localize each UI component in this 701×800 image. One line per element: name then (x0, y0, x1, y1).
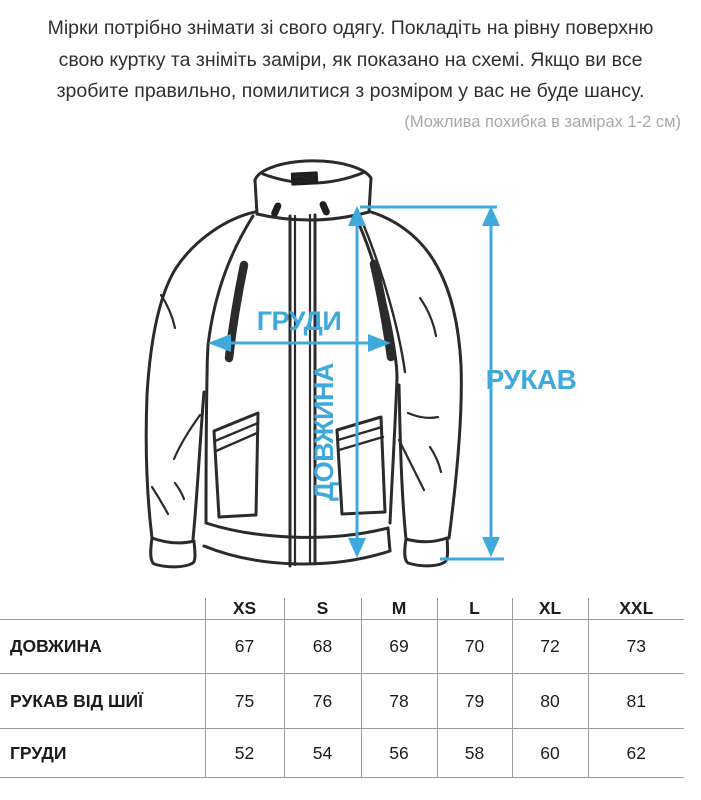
left-cuff (151, 538, 195, 567)
right-sleeve-wrinkle (408, 413, 438, 418)
left-body-edge (206, 378, 207, 523)
left-pocket (214, 413, 258, 517)
size-value-cell: 67 (205, 620, 284, 674)
size-value-cell: 72 (512, 620, 588, 674)
size-value-cell: 79 (437, 674, 512, 729)
table-corner-cell (0, 598, 205, 620)
table-row-sleeve (0, 674, 684, 729)
row-label-length: ДОВЖИНА (0, 620, 205, 674)
hem-band-top (206, 523, 388, 537)
left-sleeve-wrinkle (152, 487, 168, 514)
size-table-section (0, 598, 684, 778)
instruction-line: свою куртку та зніміть заміри, як показано на схемі. Якщо ви все (58, 48, 643, 71)
jacket-measurement-diagram (0, 148, 701, 603)
size-value-cell: 80 (512, 674, 588, 729)
size-value-cell: 60 (512, 729, 588, 778)
size-value-cell: 54 (284, 729, 361, 778)
length-label: ДОВЖИНА (309, 362, 339, 502)
row-label-sleeve: РУКАВ ВІД ШИЇ (0, 674, 205, 729)
chest-arrowhead-left (208, 334, 231, 352)
size-column-header-m: M (361, 598, 437, 620)
snap-right (318, 200, 330, 217)
length-arrowhead-bottom (348, 538, 366, 558)
left-sleeve-inner (193, 392, 204, 539)
size-column-header-xxl: XXL (588, 598, 684, 620)
size-column-header-l: L (437, 598, 512, 620)
size-value-cell: 62 (588, 729, 684, 778)
hem-band-bottom (204, 546, 390, 564)
right-body-edge (390, 378, 397, 523)
sleeve-arrowhead-bottom (482, 537, 500, 557)
right-sleeve-inner (399, 385, 406, 539)
size-column-header-xs: XS (205, 598, 284, 620)
size-value-cell: 78 (361, 674, 437, 729)
left-pocket-flap (216, 433, 257, 451)
size-value-cell: 68 (284, 620, 361, 674)
instruction-line: Мірки потрібно знімати зі свого одягу. Покладіть на рівну поверхню (47, 17, 654, 39)
size-value-cell: 70 (437, 620, 512, 674)
size-value-cell: 52 (205, 729, 284, 778)
instruction-line: зробите правильно, помилитися з розміром у вас не буде шансу. (56, 80, 645, 102)
right-pocket (337, 417, 385, 514)
size-value-cell: 69 (361, 620, 437, 674)
size-column-header-s: S (284, 598, 361, 620)
size-table-header-row (0, 598, 684, 620)
sleeve-label: РУКАВ (485, 364, 577, 395)
hem-band-cap (388, 528, 390, 551)
size-value-cell: 56 (361, 729, 437, 778)
size-value-cell: 58 (437, 729, 512, 778)
jacket-outline (146, 161, 461, 567)
brand-label (291, 171, 319, 185)
left-sleeve-outer (146, 212, 255, 538)
size-value-cell: 75 (205, 674, 284, 729)
tolerance-note: (Можлива похибка в замірах 1-2 см) (404, 113, 681, 131)
left-sleeve-wrinkle (174, 415, 200, 459)
collar (255, 161, 371, 214)
size-column-header-xl: XL (512, 598, 588, 620)
table-row-length (0, 620, 684, 674)
size-value-cell: 73 (588, 620, 684, 674)
left-sleeve-wrinkle (175, 483, 184, 499)
size-value-cell: 81 (588, 674, 684, 729)
table-row-chest (0, 729, 684, 778)
right-sleeve-wrinkle (420, 298, 436, 336)
right-sleeve-wrinkle (430, 447, 441, 472)
right-cuff (405, 538, 448, 566)
sleeve-arrowhead-top (482, 206, 500, 226)
snap-left (270, 201, 282, 218)
row-label-chest: ГРУДИ (0, 729, 205, 778)
left-sleeve-wrinkle (161, 295, 175, 328)
left-pocket-flap (215, 423, 258, 441)
size-table (0, 598, 684, 778)
size-value-cell: 76 (284, 674, 361, 729)
chest-label: ГРУДИ (256, 306, 342, 336)
measurement-instructions (28, 13, 673, 108)
